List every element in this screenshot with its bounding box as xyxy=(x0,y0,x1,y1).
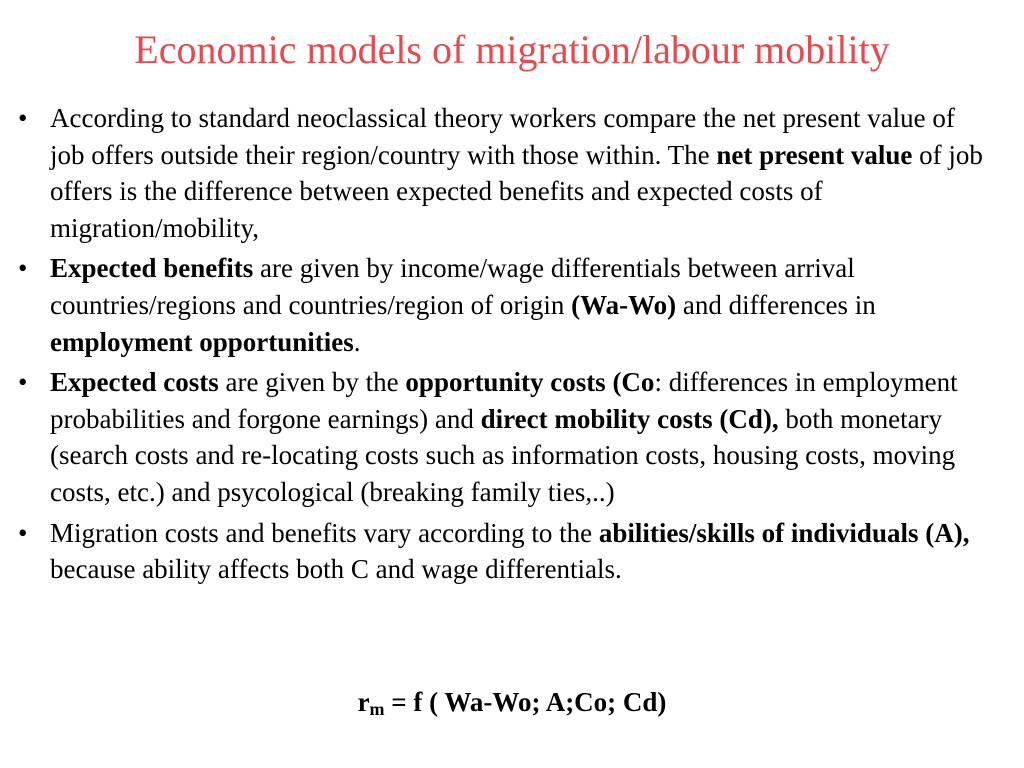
bullet-2-text-1: are given by income/wage differentials between arrival countries/regions and countries/region of origin xyxy=(50,253,855,320)
bullet-item-2 xyxy=(18,250,993,360)
formula-rhs: = f ( Wa-Wo; A;Co; Cd) xyxy=(384,687,667,717)
bullet-item-4 xyxy=(18,515,993,588)
formula-lhs: r xyxy=(357,687,370,717)
bullet-1-text-1: According to standard neoclassical theory workers compare the net present value of job offers outside their region/country with those within. The xyxy=(50,103,955,170)
bullet-item-3 xyxy=(18,364,993,510)
bullet-3-text-3: both monetary (search costs and re-locating costs such as information costs, housing costs, moving costs, etc.) and psycological (breaking family ties,..) xyxy=(50,403,956,507)
bullet-2-bold-expected-benefits: Expected benefits xyxy=(50,253,254,284)
bullet-4-bold-abilities: abilities/skills of individuals (A), xyxy=(598,517,970,548)
bullet-item-1 xyxy=(18,100,993,246)
formula xyxy=(0,684,1024,720)
bullet-3-bold-direct-costs: direct mobility costs (Cd), xyxy=(480,403,779,434)
bullet-dot-icon: • xyxy=(18,103,28,133)
bullet-3-text-2: : differences in employment probabilities and forgone earnings) and xyxy=(50,367,958,434)
formula-subscript: m xyxy=(369,699,385,719)
bullet-dot-icon: • xyxy=(18,253,28,284)
bullet-2-bold-employment: employment opportunities xyxy=(50,326,354,357)
bullet-1-bold-npv: net present value xyxy=(716,139,913,170)
bullet-dot-icon: • xyxy=(18,517,28,548)
bullet-3-bold-opportunity-costs: opportunity costs (Co xyxy=(405,367,655,398)
bullet-dot-icon: • xyxy=(18,367,28,398)
bullet-3-text-1: are given by the xyxy=(218,367,406,398)
bullet-1-text-2: of job offers is the difference between expected benefits and expected costs of migration/mobility, xyxy=(50,139,983,243)
slide-title: Economic models of migration/labour mobility xyxy=(134,27,890,72)
bullet-2-text-3: . xyxy=(353,326,361,357)
bullet-4-text-1: Migration costs and benefits vary according to the xyxy=(50,517,599,548)
bullet-2-bold-wawo: (Wa-Wo) xyxy=(571,289,677,320)
bullet-list xyxy=(18,100,993,592)
bullet-3-bold-expected-costs: Expected costs xyxy=(50,367,219,398)
bullet-2-text-2: and differences in xyxy=(676,289,876,320)
bullet-4-text-2: because ability affects both C and wage differentials. xyxy=(50,554,622,585)
